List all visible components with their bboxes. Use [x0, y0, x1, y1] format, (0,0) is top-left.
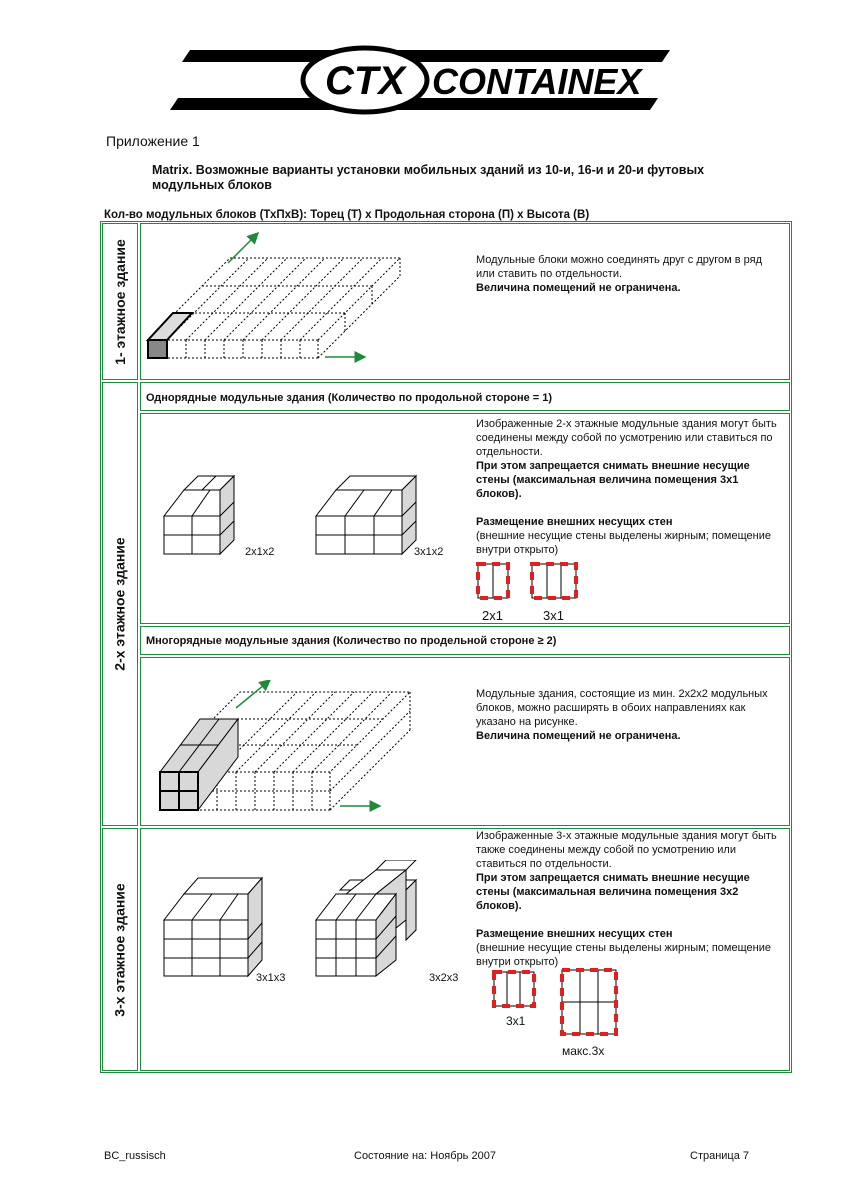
section3-label: 3-х этажное здание [112, 882, 128, 1017]
fig-2x1x2-label: 2x1x2 [245, 546, 275, 558]
section1-label: 1- этажное здание [112, 238, 128, 365]
two-storey-single-diagram [140, 470, 460, 570]
section1-text: Модульные блоки можно соединять друг с другом в ряд или ставить по отдельности. Величина помещений не ограничена. [476, 254, 763, 294]
logo-mark: CTX [325, 59, 405, 103]
plan-2x1-label: 2x1 [482, 608, 503, 623]
page-heading: Matrix. Возможные варианты установки мобильных зданий из 10-и, 16-и и 20-и футовых модульных блоков [152, 163, 705, 192]
single-row-text: Изображенные 2-х этажные модульные здания могут быть соединены между собой по усмотрению или ставиться по отдельности. При этом запрещается снимать внешние несущие стены (максимальная величина помещения 3х1 блоков). Размещение внешних несущих стен (внешние несущие стены выделены жирным; помещение внутри открыто) [476, 418, 777, 556]
plan-max3x-label: макс.3х [562, 1044, 605, 1058]
section2-label: 2-х этажное здание [112, 537, 128, 671]
fig-3x1x2-label: 3x1x2 [414, 546, 444, 558]
footer-doc-id: BC_russisch [104, 1150, 166, 1162]
table-subtitle: Кол-во модульных блоков (ТхПхВ): Торец (Т) х Продольная сторона (П) х Высота (В) [104, 209, 590, 221]
plan-3x1-label: 3x1 [543, 608, 564, 623]
plan-2x1-3x1 [470, 556, 590, 606]
footer-page: Страница 7 [690, 1150, 750, 1162]
logo-text: CONTAINEX [432, 61, 642, 102]
section3-text: Изображенные 3-х этажные модульные здания могут быть также соединены между собой по усмотрению или ставиться по отдельности. При этом запрещается снимать внешние несущие стены (максимальная величина помещения 3х2 блоков). Размещение внешних несущих стен (внешние несущие стены выделены жирным; помещение внутри открыто) [476, 830, 777, 968]
containex-logo [150, 40, 690, 120]
multi-row-title: Многорядные модульные здания (Количество по продельной стороне ≥ 2) [146, 635, 557, 647]
multi-row-text: Модульные здания, состоящие из мин. 2х2х2 модульных блоков, можно расширять в обоих направлениях как указано на рисунке. Величина помещений не ограничена. [476, 688, 768, 742]
fig-3x2x3-label: 3x2x3 [429, 972, 459, 984]
appendix-label: Приложение 1 [106, 133, 200, 149]
footer-status: Состояние на: Ноябрь 2007 [354, 1150, 496, 1162]
three-storey-diagram [140, 860, 470, 990]
fig-3x1x3-label: 3x1x3 [256, 972, 286, 984]
plan-3x1-label: 3x1 [506, 1014, 526, 1028]
two-storey-multi-diagram [140, 680, 440, 820]
one-storey-diagram [140, 223, 440, 380]
single-row-title: Однорядные модульные здания (Количество по продольной стороне = 1) [146, 392, 553, 404]
plan-3x1-max3x [486, 964, 626, 1040]
